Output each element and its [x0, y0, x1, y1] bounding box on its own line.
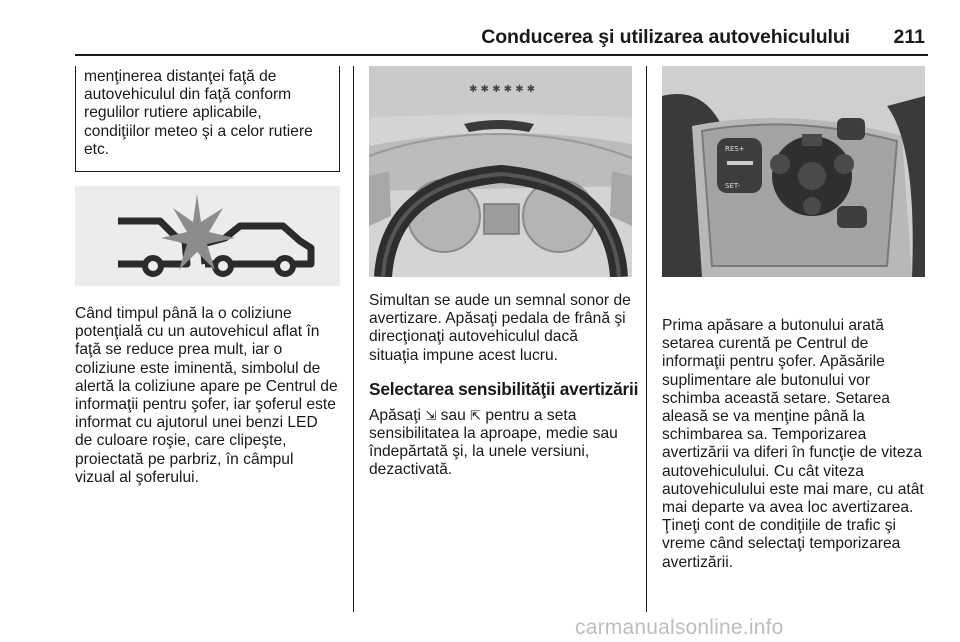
- text-line: avertizării va diferi în funcţie de viteza: [662, 444, 923, 462]
- steering-controls-icon: [662, 66, 925, 277]
- set-button-label: SET-: [725, 182, 741, 190]
- text-line: sensibilitatea la aproape, medie sau: [369, 425, 618, 443]
- note-box: [75, 66, 340, 172]
- text-line: informaţii pentru şofer, iar şoferul este: [75, 396, 336, 414]
- header-rule: [75, 54, 928, 56]
- text-line: aleasă se va menţine până la: [662, 408, 865, 426]
- text-line: informaţii pentru şofer. Apăsările: [662, 353, 885, 371]
- note-line: regulilor rutiere aplicabile,: [84, 104, 262, 122]
- text-line: Prima apăsare a butonului arată: [662, 317, 884, 334]
- page-header: [75, 26, 928, 56]
- text-line: autovehiculului. Cu cât viteza: [662, 462, 864, 480]
- collision-alert-illustration: [75, 186, 340, 286]
- text-fragment: sau: [440, 406, 466, 424]
- chapter-title: Conducerea şi utilizarea autovehiculului: [481, 26, 850, 48]
- sensitivity-up-icon: ⇲: [425, 407, 437, 423]
- text-line: potenţială cu un autovehicul aflat în: [75, 323, 320, 341]
- text-line: coliziune este iminentă, simbolul de: [75, 359, 321, 377]
- text-line: avertizare. Apăsaţi pedala de frână şi: [369, 310, 626, 328]
- head-up-led-illustration: [369, 66, 632, 277]
- svg-text:✱ ✱ ✱ ✱ ✱ ✱: ✱ ✱ ✱ ✱ ✱ ✱: [469, 84, 536, 95]
- page-number: 211: [893, 26, 925, 48]
- column-divider-1: [353, 66, 354, 612]
- column-divider-2: [646, 66, 647, 612]
- text-line: suplimentare ale butonului vor: [662, 371, 871, 389]
- text-line: vizual al şoferului.: [75, 468, 199, 486]
- note-line: condiţiilor meteo şi a celor rutiere: [84, 122, 313, 140]
- note-line: etc.: [84, 140, 110, 158]
- text-line: schimbarea sa. Temporizarea: [662, 426, 867, 444]
- sensitivity-down-icon: ⇱: [470, 407, 482, 423]
- text-fragment: Apăsaţi: [369, 406, 422, 424]
- text-line: îndepărtată şi, la unele versiuni,: [369, 443, 590, 461]
- text-line: schimba această setare. Setarea: [662, 389, 890, 407]
- text-line: faţă se reduce prea mult, iar o: [75, 341, 283, 359]
- text-line: avertizării.: [662, 553, 734, 571]
- column-3-text: [662, 317, 932, 572]
- text-line: alertă la coliziune apare pe Centrul de: [75, 377, 338, 395]
- column-2-text: [369, 292, 639, 480]
- dashboard-icon: [369, 66, 632, 277]
- text-line: proiectată pe parbriz, în câmpul: [75, 450, 294, 468]
- text-line: setarea curentă pe Centrul de: [662, 335, 869, 353]
- text-line: mai departe va avea loc avertizarea.: [662, 499, 914, 517]
- text-line: autovehiculului este mai mare, cu atât: [662, 480, 924, 498]
- text-line: Când timpul până la o coliziune: [75, 305, 292, 322]
- text-line: direcţionaţi autovehiculul dacă: [369, 328, 578, 346]
- text-line: [369, 407, 639, 425]
- collision-alert-icon: [75, 186, 340, 286]
- steering-wheel-controls-illustration: [662, 66, 925, 277]
- text-line: Simultan se aude un semnal sonor de: [369, 292, 631, 309]
- text-line: situaţia impune acest lucru.: [369, 346, 558, 364]
- text-line: informat cu ajutorul unei benzi LED: [75, 414, 318, 432]
- watermark: carmanualsonline.info: [575, 616, 784, 639]
- note-line: autovehiculul din faţă conform: [84, 86, 292, 104]
- text-fragment: pentru a seta: [485, 406, 577, 424]
- collision-warning-text: [75, 305, 345, 487]
- text-line: de culoare roşie, care clipeşte,: [75, 432, 287, 450]
- text-line: vreme când selectaţi temporizarea: [662, 535, 901, 553]
- note-line: menţinerea distanţei faţă de: [84, 68, 277, 85]
- text-line: Ţineţi cont de condiţiile de trafic şi: [662, 517, 897, 535]
- text-line: dezactivată.: [369, 461, 453, 479]
- res-button-label: RES+: [725, 145, 745, 153]
- note-text: [84, 68, 339, 159]
- section-heading: Selectarea sensibilităţii avertizării: [369, 378, 639, 399]
